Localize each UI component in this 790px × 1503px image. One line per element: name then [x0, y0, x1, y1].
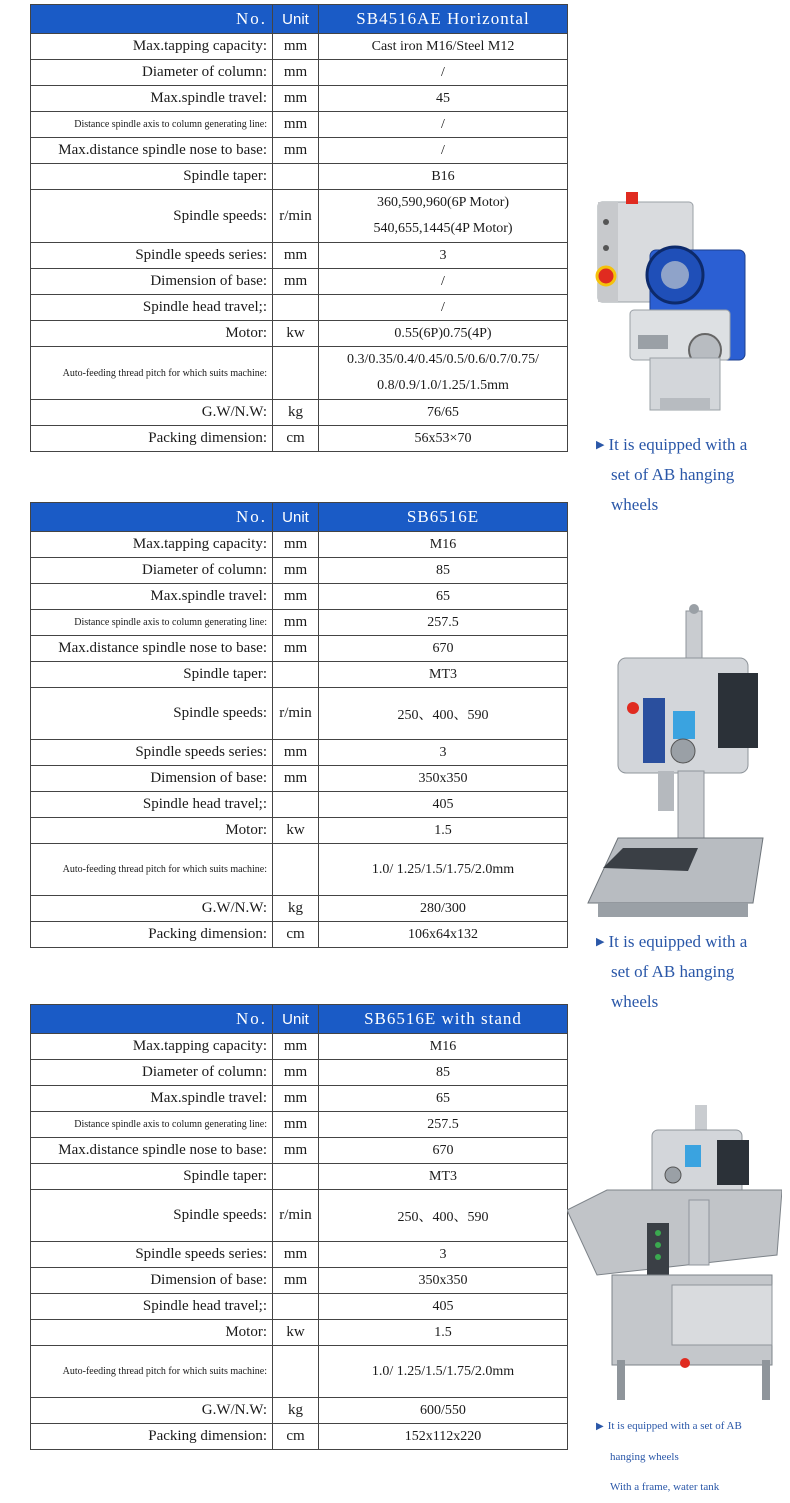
row-unit: mm — [273, 1086, 319, 1112]
row-label: Max.distance spindle nose to base: — [31, 636, 273, 662]
table-row — [31, 740, 568, 766]
table-row — [31, 636, 568, 662]
header-no: No. — [31, 1005, 273, 1034]
row-value: 257.5 — [319, 1112, 568, 1138]
bench-tapping-machine-image — [578, 603, 788, 923]
row-value: 1.5 — [319, 818, 568, 844]
table-row — [31, 688, 568, 740]
row-value: 1.5 — [319, 1320, 568, 1346]
header-unit: Unit — [273, 1005, 319, 1034]
table-row — [31, 60, 568, 86]
row-unit: mm — [273, 766, 319, 792]
note-line: set of AB hanging — [611, 962, 735, 981]
row-label: Max.tapping capacity: — [31, 532, 273, 558]
table-row — [31, 34, 568, 60]
row-unit: r/min — [273, 688, 319, 740]
row-unit: mm — [273, 636, 319, 662]
row-label: Motor: — [31, 1320, 273, 1346]
row-label: Max.distance spindle nose to base: — [31, 138, 273, 164]
row-value: 65 — [319, 1086, 568, 1112]
triangle-bullet-icon: ▶ — [596, 936, 605, 948]
feature-note-2 — [596, 927, 776, 1017]
row-unit: kg — [273, 896, 319, 922]
row-label: Motor: — [31, 818, 273, 844]
table-row — [31, 190, 568, 243]
table-row — [31, 243, 568, 269]
row-unit — [273, 295, 319, 321]
row-value: / — [319, 269, 568, 295]
row-label: Diameter of column: — [31, 60, 273, 86]
note-line: set of AB hanging — [611, 465, 735, 484]
note-line: It is equipped with a set of AB — [607, 1420, 742, 1432]
header-model: SB6516E — [319, 503, 568, 532]
row-label: Spindle head travel;: — [31, 792, 273, 818]
row-label: Max.tapping capacity: — [31, 1034, 273, 1060]
table-row — [31, 818, 568, 844]
table-row — [31, 321, 568, 347]
row-label: G.W/N.W: — [31, 400, 273, 426]
row-unit: mm — [273, 60, 319, 86]
header-unit: Unit — [273, 503, 319, 532]
header-model: SB4516AE Horizontal — [319, 5, 568, 34]
table-row — [31, 1034, 568, 1060]
row-value: MT3 — [319, 662, 568, 688]
row-label: Packing dimension: — [31, 922, 273, 948]
feature-note-3 — [596, 1411, 786, 1502]
row-value: 152x112x220 — [319, 1424, 568, 1450]
row-value: 76/65 — [319, 400, 568, 426]
note-line: hanging wheels — [610, 1451, 679, 1463]
row-value: 3 — [319, 1242, 568, 1268]
row-value: 65 — [319, 584, 568, 610]
row-value: B16 — [319, 164, 568, 190]
row-unit: mm — [273, 1268, 319, 1294]
row-label: Spindle speeds series: — [31, 243, 273, 269]
table-row — [31, 1398, 568, 1424]
row-unit: mm — [273, 1034, 319, 1060]
value-line: 540,655,1445(4P Motor) — [373, 221, 513, 236]
row-unit: mm — [273, 138, 319, 164]
row-value: M16 — [319, 1034, 568, 1060]
row-value — [319, 190, 568, 243]
table-row — [31, 662, 568, 688]
tapping-machine-with-stand-image — [567, 1105, 782, 1405]
row-unit: kw — [273, 321, 319, 347]
table-header — [31, 1005, 568, 1034]
row-unit: kw — [273, 1320, 319, 1346]
note-line: It is equipped with a — [608, 932, 748, 951]
table-row — [31, 295, 568, 321]
table-header — [31, 5, 568, 34]
table-row — [31, 426, 568, 452]
note-line: wheels — [611, 495, 659, 514]
row-unit: kg — [273, 400, 319, 426]
table-row — [31, 1242, 568, 1268]
row-value: 56x53×70 — [319, 426, 568, 452]
value-line: 0.8/0.9/1.0/1.25/1.5mm — [377, 378, 509, 393]
table-row — [31, 1112, 568, 1138]
row-value: M16 — [319, 532, 568, 558]
table-row — [31, 610, 568, 636]
row-unit: mm — [273, 558, 319, 584]
row-value — [319, 347, 568, 400]
row-unit: mm — [273, 532, 319, 558]
row-value: 3 — [319, 740, 568, 766]
spec-table-sb6516e-stand — [30, 1004, 568, 1450]
row-unit: mm — [273, 112, 319, 138]
row-label: Spindle speeds: — [31, 688, 273, 740]
row-label: Spindle taper: — [31, 164, 273, 190]
row-value: MT3 — [319, 1164, 568, 1190]
table-row — [31, 400, 568, 426]
row-value: / — [319, 138, 568, 164]
row-unit: kw — [273, 818, 319, 844]
value-line: 360,590,960(6P Motor) — [376, 195, 510, 210]
row-label: Auto-feeding thread pitch for which suits machine: — [31, 347, 273, 400]
header-model: SB6516E with stand — [319, 1005, 568, 1034]
row-unit — [273, 844, 319, 896]
table-row — [31, 532, 568, 558]
row-label: Spindle speeds: — [31, 1190, 273, 1242]
table-row — [31, 112, 568, 138]
table-row — [31, 1086, 568, 1112]
row-value: 1.0/ 1.25/1.5/1.75/2.0mm — [319, 1346, 568, 1398]
row-unit — [273, 1164, 319, 1190]
row-value: 0.55(6P)0.75(4P) — [319, 321, 568, 347]
row-value: 405 — [319, 792, 568, 818]
row-unit: r/min — [273, 1190, 319, 1242]
row-unit: kg — [273, 1398, 319, 1424]
spec-table-sb4516ae — [30, 4, 568, 452]
row-label: Spindle speeds series: — [31, 1242, 273, 1268]
row-unit: mm — [273, 269, 319, 295]
row-value: 670 — [319, 636, 568, 662]
table-row — [31, 1190, 568, 1242]
row-label: Dimension of base: — [31, 269, 273, 295]
triangle-bullet-icon: ▶ — [596, 1421, 604, 1432]
table-row — [31, 1294, 568, 1320]
header-no: No. — [31, 5, 273, 34]
row-unit: mm — [273, 1060, 319, 1086]
row-unit: mm — [273, 1138, 319, 1164]
table-row — [31, 1320, 568, 1346]
row-value: 85 — [319, 558, 568, 584]
row-unit: cm — [273, 426, 319, 452]
row-label: Dimension of base: — [31, 766, 273, 792]
row-label: Distance spindle axis to column generating line: — [31, 1112, 273, 1138]
row-value: 670 — [319, 1138, 568, 1164]
row-value: 85 — [319, 1060, 568, 1086]
table-row — [31, 896, 568, 922]
row-label: Packing dimension: — [31, 1424, 273, 1450]
row-label: G.W/N.W: — [31, 896, 273, 922]
row-unit: mm — [273, 610, 319, 636]
table-row — [31, 1138, 568, 1164]
row-value: 350x350 — [319, 1268, 568, 1294]
row-value: 1.0/ 1.25/1.5/1.75/2.0mm — [319, 844, 568, 896]
row-unit: mm — [273, 34, 319, 60]
row-value: 405 — [319, 1294, 568, 1320]
note-line: It is equipped with a — [608, 435, 748, 454]
table-row — [31, 922, 568, 948]
row-value: 257.5 — [319, 610, 568, 636]
table-row — [31, 164, 568, 190]
row-unit: mm — [273, 243, 319, 269]
table-row — [31, 138, 568, 164]
table-row — [31, 347, 568, 400]
table-row — [31, 1346, 568, 1398]
row-label: Max.spindle travel: — [31, 1086, 273, 1112]
row-label: Spindle speeds series: — [31, 740, 273, 766]
spec-table-sb6516e — [30, 502, 568, 948]
row-unit: mm — [273, 584, 319, 610]
table-row — [31, 1060, 568, 1086]
row-value: Cast iron M16/Steel M12 — [319, 34, 568, 60]
row-label: Max.spindle travel: — [31, 86, 273, 112]
note-line: With a frame, water tank — [610, 1481, 720, 1493]
value-line: 0.3/0.35/0.4/0.45/0.5/0.6/0.7/0.75/ — [346, 352, 540, 367]
table-row — [31, 844, 568, 896]
row-value: 3 — [319, 243, 568, 269]
table-row — [31, 1424, 568, 1450]
row-label: Dimension of base: — [31, 1268, 273, 1294]
row-unit: mm — [273, 86, 319, 112]
row-unit: cm — [273, 1424, 319, 1450]
row-label: Diameter of column: — [31, 558, 273, 584]
triangle-bullet-icon: ▶ — [596, 439, 605, 451]
header-unit: Unit — [273, 5, 319, 34]
row-value: 45 — [319, 86, 568, 112]
table-row — [31, 766, 568, 792]
horizontal-tapping-machine-image — [590, 190, 750, 420]
row-value: 250、400、590 — [319, 688, 568, 740]
row-label: Motor: — [31, 321, 273, 347]
row-label: Max.tapping capacity: — [31, 34, 273, 60]
row-unit: mm — [273, 1112, 319, 1138]
row-label: Auto-feeding thread pitch for which suits machine: — [31, 844, 273, 896]
row-label: Max.spindle travel: — [31, 584, 273, 610]
row-label: Spindle taper: — [31, 662, 273, 688]
table-row — [31, 86, 568, 112]
row-label: Distance spindle axis to column generating line: — [31, 112, 273, 138]
row-unit — [273, 1346, 319, 1398]
row-label: Spindle taper: — [31, 1164, 273, 1190]
row-value: / — [319, 295, 568, 321]
row-unit: mm — [273, 1242, 319, 1268]
row-label: Auto-feeding thread pitch for which suits machine: — [31, 1346, 273, 1398]
row-value: 280/300 — [319, 896, 568, 922]
feature-note-1 — [596, 430, 776, 520]
table-row — [31, 584, 568, 610]
row-label: Max.distance spindle nose to base: — [31, 1138, 273, 1164]
row-label: Diameter of column: — [31, 1060, 273, 1086]
row-label: Distance spindle axis to column generating line: — [31, 610, 273, 636]
row-unit: cm — [273, 922, 319, 948]
row-label: Packing dimension: — [31, 426, 273, 452]
row-unit — [273, 164, 319, 190]
table-row — [31, 792, 568, 818]
table-row — [31, 1268, 568, 1294]
row-value: 600/550 — [319, 1398, 568, 1424]
row-label: G.W/N.W: — [31, 1398, 273, 1424]
row-unit — [273, 347, 319, 400]
row-unit — [273, 662, 319, 688]
note-line: wheels — [611, 992, 659, 1011]
row-value: 250、400、590 — [319, 1190, 568, 1242]
row-label: Spindle head travel;: — [31, 295, 273, 321]
table-row — [31, 558, 568, 584]
row-value: / — [319, 112, 568, 138]
table-row — [31, 269, 568, 295]
table-header — [31, 503, 568, 532]
row-label: Spindle speeds: — [31, 190, 273, 243]
row-value: / — [319, 60, 568, 86]
row-value: 106x64x132 — [319, 922, 568, 948]
table-row — [31, 1164, 568, 1190]
row-unit — [273, 1294, 319, 1320]
row-unit: mm — [273, 740, 319, 766]
row-value: 350x350 — [319, 766, 568, 792]
row-unit: r/min — [273, 190, 319, 243]
row-unit — [273, 792, 319, 818]
header-no: No. — [31, 503, 273, 532]
row-label: Spindle head travel;: — [31, 1294, 273, 1320]
